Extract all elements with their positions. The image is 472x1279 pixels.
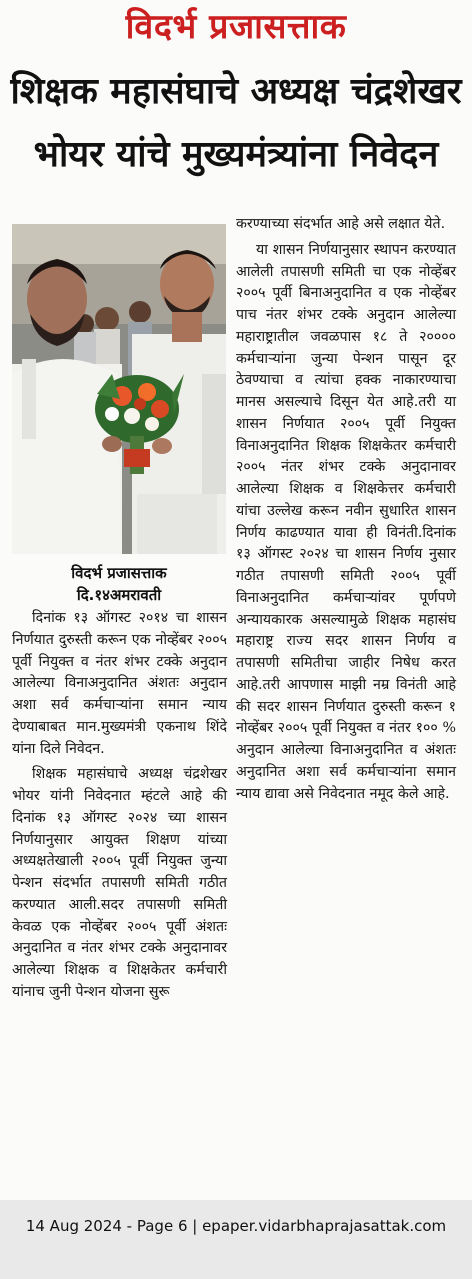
caption-publication: विदर्भ प्रजासत्ताक: [71, 564, 167, 582]
article-paragraph: या शासन निर्णयानुसार स्थापन करण्यात आलेली तपासणी समिती चा एक नोव्हेंबर २००५ पूर्वी बिनाअनुदानित व एक नोव्हेंबर पाच नंतर शंभर टक्के अनुदान आलेल्या महाराष्ट्रातील जवळपास १८ ते २०००० कर्मचाऱ्यांना जुन्या पेन्शन पासून दूर ठेवण्याचा व त्यांचा हक्क नाकारण्याचा मानस असल्याचे दिसून येत आहे.तरी या शासन निर्णयात २००५ पूर्वी नियुक्त विनाअनुदानित शिक्षक शिक्षकेतर कर्मचारी २००५ नंतर शंभर टक्के अनुदानावर आलेल्या शिक्षक व शिक्षकेत्तर कर्मचारी यांचा उल्लेख करून नवीन सुधारित शासन निर्णय काढण्यात यावा ही विनंती.दिनांक १३ ऑगस्ट २०२४ चा शासन निर्णय नुसार गठीत तपासणी समिती २००५ पूर्वी विनाअनुदानित कर्मचाऱ्यांवर पूर्णपणे अन्यायकारक असल्यामुळे शिक्षक महासंघ महाराष्ट्र राज्य सदर शासन निर्णय व तपासणी समितीचा जाहीर निषेध करत आहे.तरी आपणास माझी नम्र विनंती आहे की सदर शासन निर्णयात दुरुस्ती करून १ नोव्हेंबर २००५ पूर्वी नियुक्त व नंतर १०० % अनुदान आलेल्या विनाअनुदानित व अंशतः अनुदानित अशा सर्व कर्मचाऱ्यांना समान न्याय द्यावा असे निवेदनात नमूद केले आहे.: [236, 241, 456, 802]
article-photo: [12, 224, 226, 554]
article-paragraph-continued: करण्याच्या संदर्भात आहे असे लक्षात येते.: [236, 216, 446, 232]
article-column-right: [236, 214, 456, 805]
masthead-title: विदर्भ प्रजासत्ताक: [125, 7, 347, 47]
photo-caption: [12, 562, 226, 606]
article-paragraph: दिनांक १३ ऑगस्ट २०१४ चा शासन निर्णयात दुरुस्ती करून एक नोव्हेंबर २००५ पूर्वी नियुक्त व नंतर शंभर टक्के अनुदान आलेल्या विनाअनुदानित अंशतः अनुदान अशा सर्व कर्मचाऱ्यांना समान न्याय देण्याबाबत मान.मुख्यमंत्री एकनाथ शिंदे यांना दिले निवेदन.: [12, 610, 227, 757]
article-paragraph: शिक्षक महासंघाचे अध्यक्ष चंद्रशेखर भोयर यांनी निवेदनात म्हंटले आहे की दिनांक १३ ऑगस्ट २०२४ च्या शासन निर्णयानुसार आयुक्त शिक्षण यांच्या अध्यक्षतेखाली २००५ पूर्वी नियुक्त जुन्या पेन्शन संदर्भात तपासणी समिती गठीत करण्यात आली.सदर तपासणी समिती केवळ एक नोव्हेंबर २००५ पूर्वी अंशतः अनुदानित व नंतर शंभर टक्के अनुदानावर आलेल्या शिक्षक व शिक्षकेतर कर्मचारी यांनाच जुनी पेन्शन योजना सुरू: [12, 766, 227, 1000]
caption-dateline: दि.१४अमरावती: [76, 586, 162, 604]
page-footer: 14 Aug 2024 - Page 6 | epaper.vidarbhaprajasattak.com: [25, 1217, 447, 1235]
article-column-left: [12, 608, 227, 1004]
article-headline: शिक्षक महासंघाचे अध्यक्ष चंद्रशेखर भोयर यांचे मुख्यमंत्र्यांना निवेदन: [10, 71, 462, 175]
photo-two-men-bouquet-icon: [12, 224, 226, 554]
